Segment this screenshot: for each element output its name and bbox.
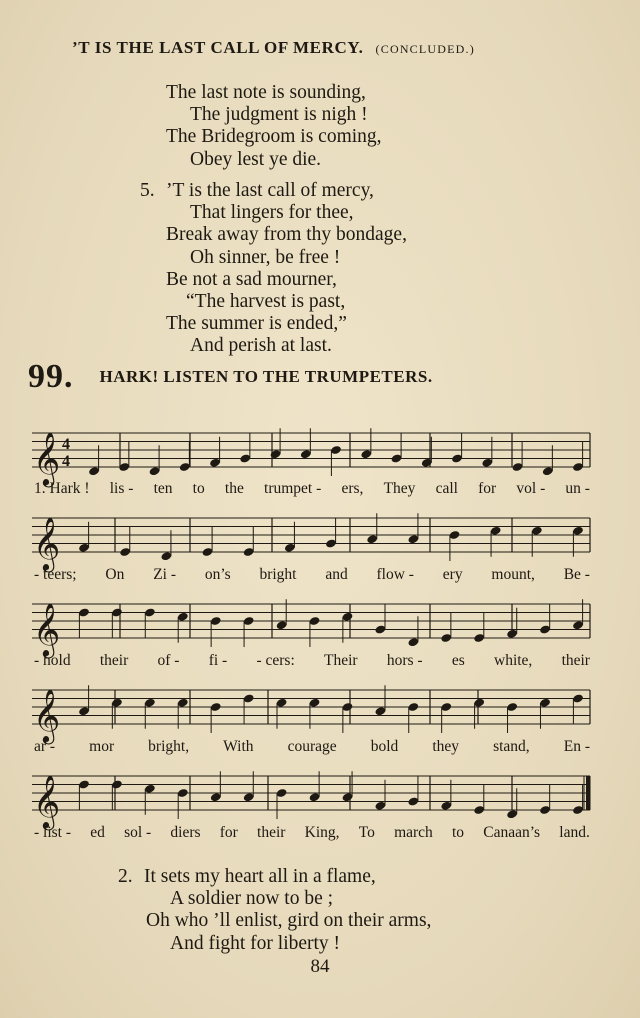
verse-line: Oh who ’ll enlist, gird on their arms,	[146, 910, 432, 932]
lyric-syllable: ery	[442, 566, 463, 583]
lyric-syllable: 1. Hark !	[34, 480, 90, 497]
lyric-syllable: courage	[287, 738, 337, 755]
lyric-syllable: They	[383, 480, 416, 497]
lyric-syllable: march	[394, 824, 433, 841]
page-number: 84	[310, 956, 330, 977]
lyric-line	[34, 824, 590, 842]
treble-clef-icon: 𝄞	[33, 431, 61, 485]
verse-line: The Bridegroom is coming,	[166, 126, 382, 148]
treble-clef-icon: 𝄞	[33, 688, 61, 742]
lyric-syllable: diers	[170, 824, 201, 841]
verse-line: The judgment is nigh !	[190, 104, 368, 126]
treble-clef-icon: 𝄞	[33, 774, 61, 828]
lyric-syllable: land.	[559, 824, 590, 841]
lyric-syllable: ten	[153, 480, 173, 497]
lyric-syllable: white,	[494, 652, 533, 669]
lyric-syllable: call	[435, 480, 458, 497]
lyric-syllable: sol -	[124, 824, 152, 841]
lyric-syllable: flow -	[376, 566, 414, 583]
lyric-syllable: En -	[563, 738, 590, 755]
lyric-syllable: stand,	[493, 738, 530, 755]
lyric-syllable: bold	[370, 738, 399, 755]
lyric-syllable: vol -	[516, 480, 546, 497]
lyric-syllable: they	[432, 738, 460, 755]
lyric-syllable: and	[325, 566, 348, 583]
verse-line: ’T is the last call of mercy,	[166, 180, 374, 201]
lyric-line	[34, 480, 590, 498]
lyric-syllable: mor	[89, 738, 115, 755]
verse-line: Oh sinner, be free !	[190, 246, 341, 268]
verse-line: Be not a sad mourner,	[166, 268, 337, 290]
verse-line: And fight for liberty !	[170, 932, 341, 954]
treble-clef-icon: 𝄞	[33, 516, 61, 570]
lyric-syllable: es	[451, 652, 465, 669]
lyric-syllable: un -	[565, 480, 590, 497]
lyric-syllable: their	[99, 652, 129, 669]
final-bar-thick	[586, 776, 590, 810]
lyric-syllable: ed	[90, 824, 105, 841]
time-signature-top: 4	[62, 436, 70, 453]
header-title: ’T IS THE LAST CALL OF MERCY.	[72, 38, 364, 57]
verse-line: Obey lest ye die.	[190, 148, 322, 170]
time-signature-bottom: 4	[62, 453, 70, 470]
lyric-syllable: Canaan’s	[483, 824, 541, 841]
lyric-syllable: To	[358, 824, 375, 841]
lyric-syllable: ers,	[341, 480, 364, 497]
verse-line: The summer is ended,”	[166, 313, 347, 335]
lyric-syllable: hors -	[386, 652, 423, 669]
lyric-syllable: lis -	[109, 480, 134, 497]
verse-2	[118, 866, 538, 955]
header-concluded: (CONCLUDED.)	[375, 42, 475, 56]
lyric-syllable: Their	[324, 652, 358, 669]
lyric-syllable: on’s	[204, 566, 231, 583]
lyric-syllable: the	[224, 480, 244, 497]
lyric-syllable: to	[192, 480, 205, 497]
lyric-syllable: On	[105, 566, 125, 583]
lyric-syllable: - hold	[34, 652, 71, 669]
lyric-syllable: of -	[157, 652, 180, 669]
lyric-syllable: With	[223, 738, 254, 755]
lyric-syllable: for	[219, 824, 238, 841]
verse-line: The last note is sounding,	[166, 82, 366, 103]
verse-line: That lingers for thee,	[190, 202, 354, 224]
lyric-syllable: fi -	[208, 652, 228, 669]
lyric-syllable: - teers;	[34, 566, 77, 583]
lyric-syllable: King,	[304, 824, 340, 841]
verse-line: “The harvest is past,	[186, 291, 346, 313]
lyric-syllable: Be -	[563, 566, 590, 583]
lyric-syllable: mount,	[491, 566, 535, 583]
treble-clef-icon: 𝄞	[33, 602, 61, 656]
hymn-title: HARK! LISTEN TO THE TRUMPETERS.	[99, 367, 433, 386]
verse-line: It sets my heart all in a flame,	[144, 866, 376, 887]
lyric-syllable: for	[478, 480, 497, 497]
verse-line: Break away from thy bondage,	[166, 224, 407, 246]
lyric-syllable: - cers:	[256, 652, 295, 669]
lyric-line	[34, 738, 590, 756]
lyric-line	[34, 652, 590, 670]
verse-number: 5.	[140, 180, 155, 201]
lyric-syllable: ar -	[34, 738, 56, 755]
lyric-syllable: bright,	[148, 738, 190, 755]
lyric-syllable: bright	[259, 566, 297, 583]
lyric-line	[34, 566, 590, 584]
hymn-number: 99.	[28, 358, 74, 395]
verse-line: A soldier now to be ;	[170, 888, 334, 910]
verse-number: 2.	[118, 866, 133, 887]
lyric-syllable: Zi -	[153, 566, 176, 583]
lyric-syllable: their	[561, 652, 590, 669]
lyric-syllable: - list -	[34, 824, 72, 841]
lyric-syllable: trumpet -	[264, 480, 322, 497]
lyric-syllable: their	[257, 824, 286, 841]
verse-line: And perish at last.	[190, 335, 332, 357]
lyric-syllable: to	[452, 824, 465, 841]
